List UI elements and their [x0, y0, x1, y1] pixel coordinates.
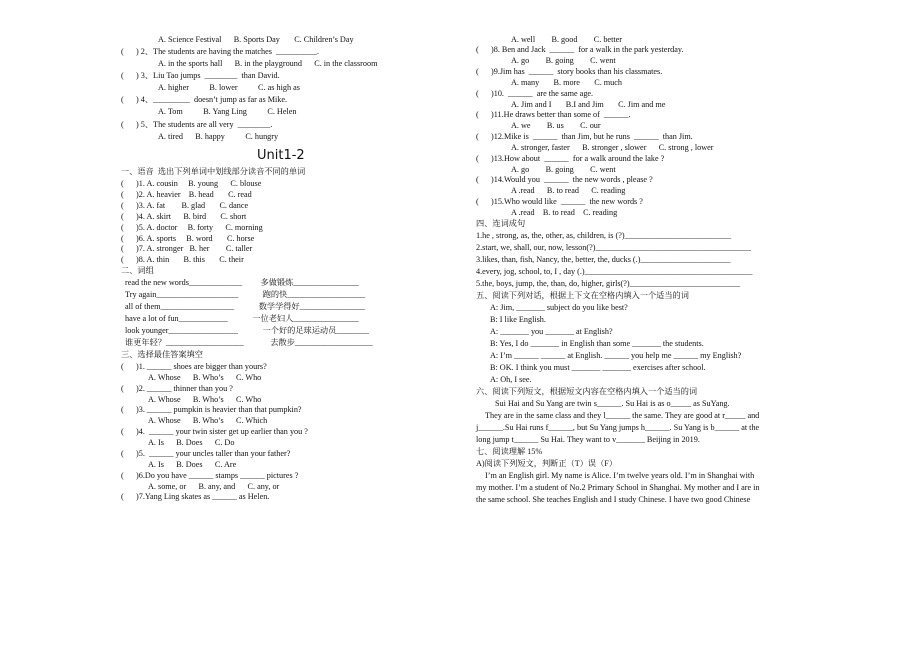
- right-top-line: ( )14.Would you ______ the new words , please ?: [476, 175, 653, 184]
- passage-line: my mother. I’m a student of No.2 Primary School in Shanghai. My mother and I are in: [476, 483, 760, 492]
- unit-title: Unit1-2: [257, 148, 305, 163]
- passage-line: the same school. She teaches English and I study Chinese. I have two good Chinese: [476, 495, 751, 504]
- right-top-line: A .read B. to read C. reading: [511, 186, 626, 195]
- left-top-line: A. higher B. lower C. as high as: [158, 83, 300, 92]
- mc-options: A. Whose B. Who’s C. Which: [148, 416, 268, 425]
- section-heading: 四、连词成句: [476, 219, 526, 228]
- phrase-item: Try again____________________ 跑的快___________________: [125, 290, 366, 299]
- passage-line: They are in the same class and they l______ the same. They are good at r_____ and: [485, 411, 760, 420]
- phonics-item: ( )1. A. cousin B. young C. blouse: [121, 179, 262, 188]
- sentence-item: 2.start, we, shall, our, now, lesson(?)______________________________________: [476, 243, 751, 252]
- dialogue-line: B: OK. I think you must _______ _______ exercises after school.: [490, 363, 706, 372]
- dialogue-line: B: Yes, I do _______ in English than some _______ the students.: [490, 339, 704, 348]
- mc-options: A. Whose B. Who’s C. Who: [148, 395, 262, 404]
- section-heading: 七、阅读理解 15%: [476, 447, 543, 456]
- phonics-item: ( )7. A. stronger B. her C. taller: [121, 244, 253, 253]
- right-top-line: ( )13.How about ______ for a walk around the lake ?: [476, 154, 665, 163]
- right-column: [460, 0, 920, 651]
- dialogue-line: A: I’m ______ ______ at English. ______ you help me ______ my English?: [490, 351, 742, 360]
- dialogue-line: B: I like English.: [490, 315, 546, 324]
- right-top-line: A. we B. us C. our: [511, 121, 601, 130]
- section-heading: 六、阅读下列短文，根据短文内容在空格内填入一个适当的词: [476, 387, 698, 396]
- phonics-item: ( )8. A. thin B. this C. their: [121, 255, 244, 264]
- mc-question: ( )3. ______ pumpkin is heavier than that pumpkin?: [121, 405, 302, 414]
- right-top-line: A. go B. going C. went: [511, 165, 616, 174]
- section-heading: 三、选择最佳答案填空: [121, 350, 203, 359]
- right-top-line: ( )10. ______ are the same age.: [476, 89, 594, 98]
- sentence-item: 4.every, jog, school, to, I , day (.)_________________________________________: [476, 267, 753, 276]
- dialogue-line: A: _______ you _______ at English?: [490, 327, 613, 336]
- phonics-item: ( )3. A. fat B. glad C. dance: [121, 201, 249, 210]
- sentence-item: 1.he , strong, as, the, other, as, children, is (?)__________________________: [476, 231, 732, 240]
- section-subheading: A)阅读下列短文，判断正（T）误（F）: [476, 459, 618, 468]
- phonics-item: ( )2. A. heavier B. head C. read: [121, 190, 252, 199]
- right-top-line: A. Jim and I B.I and Jim C. Jim and me: [511, 100, 666, 109]
- passage-line: I’m an English girl. My name is Alice. I’m twelve years old. I’m in Shanghai with: [485, 471, 755, 480]
- sentence-item: 5.the, boys, jump, the, than, do, higher, girls(?)___________________________: [476, 279, 741, 288]
- right-top-line: A. many B. more C. much: [511, 78, 622, 87]
- right-top-line: ( )9.Jim has ______ story books than his classmates.: [476, 67, 663, 76]
- phrase-item: have a lot of fun____________ 一位老妇人________________: [125, 314, 359, 323]
- right-top-line: ( )15.Who would like ______ the new words ?: [476, 197, 643, 206]
- left-top-line: A. Tom B. Yang Ling C. Helen: [158, 107, 297, 116]
- mc-question: ( )4. ______ your twin sister get up earlier than you ?: [121, 427, 308, 436]
- mc-question: ( )2. ______ thinner than you ?: [121, 384, 233, 393]
- right-top-line: A .read B. to read C. reading: [511, 208, 618, 217]
- sentence-item: 3.likes, than, fish, Nancy, the, better, the, ducks (.)______________________: [476, 255, 731, 264]
- phrase-item: read the new words_____________ 多做锻炼________________: [125, 278, 359, 287]
- right-top-line: ( )12.Mike is ______ than Jim, but he runs ______ than Jim.: [476, 132, 693, 141]
- passage-line: j______.Su Hai runs f______, but Su Yang jumps h______. Su Yang is b______ at the: [476, 423, 760, 432]
- section-heading: 五、阅读下列对话，根据上下文在空格内填入一个适当的词: [476, 291, 689, 300]
- mc-options: A. some, or B. any, and C. any, or: [148, 482, 280, 491]
- section-heading: 一、语音 选出下列单词中划线部分读音不同的单词: [121, 167, 306, 176]
- phrase-item: 谁更年轻？___________________ 去散步___________________: [125, 338, 373, 347]
- phonics-item: ( )6. A. sports B. word C. horse: [121, 234, 255, 243]
- passage-line: Sui Hai and Su Yang are twin s______. Su Hai is as o_____ as SuYang.: [495, 399, 730, 408]
- right-top-line: ( )11.He draws better than some of ______.: [476, 110, 631, 119]
- left-top-line: ( ) 2、The students are having the matches __________.: [121, 47, 320, 56]
- left-top-line: ( ) 5、The students are all very ________.: [121, 120, 273, 129]
- right-top-line: A. go B. going C. went: [511, 56, 616, 65]
- phrase-item: look younger_________________ 一个好的足球运动员________: [125, 326, 370, 335]
- mc-question: ( )7.Yang Ling skates as ______ as Helen.: [121, 492, 270, 501]
- mc-options: A. Whose B. Who’s C. Who: [148, 373, 262, 382]
- right-top-line: ( )8. Ben and Jack ______ for a walk in the park yesterday.: [476, 45, 684, 54]
- phonics-item: ( )5. A. doctor B. forty C. morning: [121, 223, 263, 232]
- dialogue-line: A: Jim, _______ subject do you like best?: [490, 303, 628, 312]
- phonics-item: ( )4. A. skirt B. bird C. short: [121, 212, 247, 221]
- right-top-line: A. stronger, faster B. stronger , slower C. strong , lower: [511, 143, 714, 152]
- right-top-line: A. well B. good C. better: [511, 35, 622, 44]
- phrase-item: all of them__________________ 数学学得好________________: [125, 302, 366, 311]
- mc-question: ( )6.Do you have ______ stamps ______ pictures ?: [121, 471, 299, 480]
- left-top-line: A. Science Festival B. Sports Day C. Children’s Day: [158, 35, 354, 44]
- mc-question: ( )1. ______ shoes are bigger than yours?: [121, 362, 267, 371]
- dialogue-line: A: Oh, I see.: [490, 375, 532, 384]
- mc-options: A. Is B. Does C. Do: [148, 438, 235, 447]
- left-top-line: A. tired B. happy C. hungry: [158, 132, 279, 141]
- left-top-line: ( ) 3、Liu Tao jumps ________ than David.: [121, 71, 280, 80]
- mc-options: A. Is B. Does C. Are: [148, 460, 237, 469]
- passage-line: long jump t______ Su Hai. They want to v_______ Beijing in 2019.: [476, 435, 700, 444]
- section-heading: 二、词组: [121, 266, 154, 275]
- left-top-line: A. in the sports hall B. in the playground C. in the classroom: [158, 59, 378, 68]
- left-top-line: ( ) 4、_________ doesn’t jump as far as Mike.: [121, 95, 288, 104]
- mc-question: ( )5. ______ your uncles taller than your father?: [121, 449, 291, 458]
